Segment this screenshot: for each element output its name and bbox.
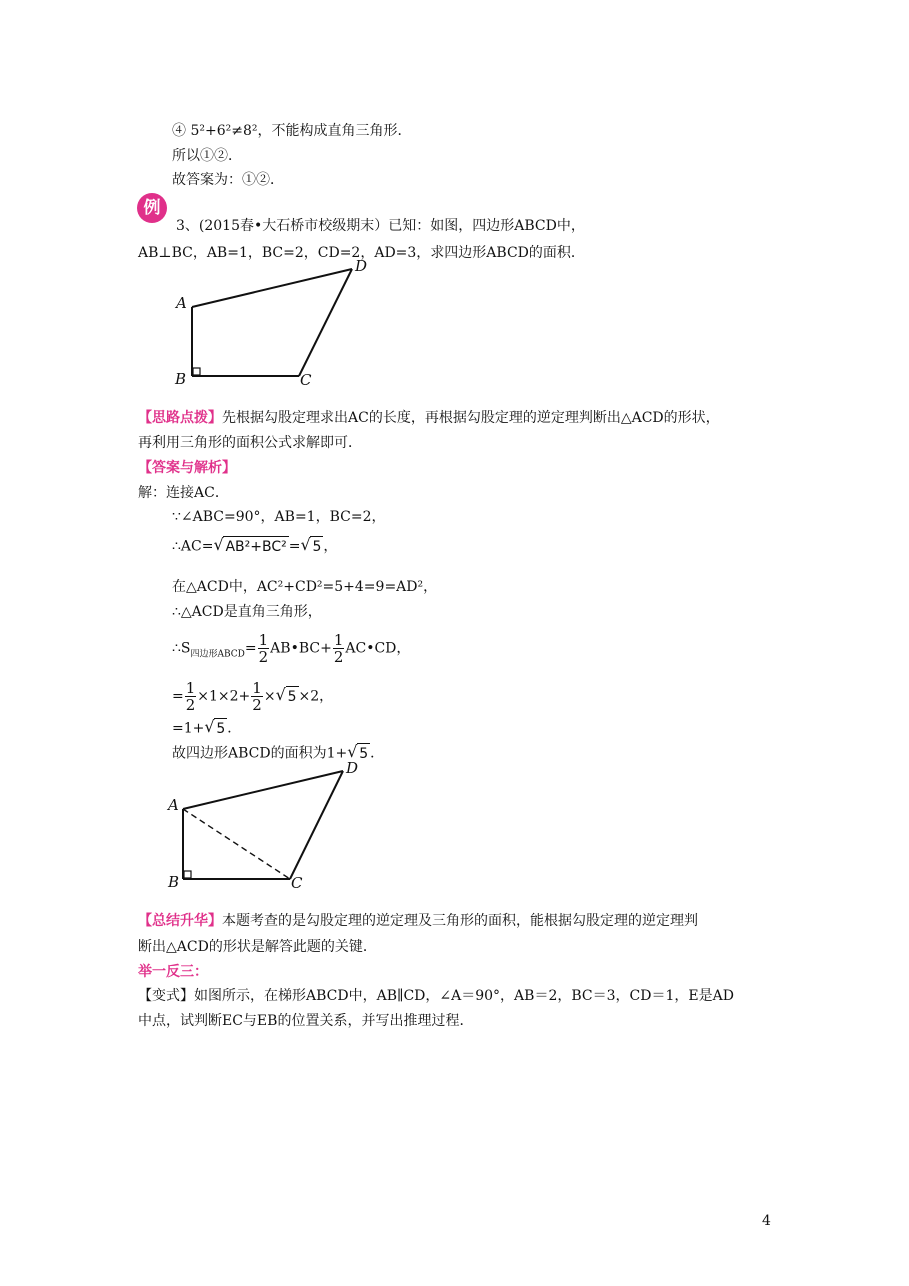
quadrilateral-figure-2: [165, 762, 375, 894]
solution-step-4: 在△ACD中，AC²+CD²=5+4=9=AD²，: [172, 579, 438, 595]
solution-step-5: ∴△ACD是直角三角形，: [172, 604, 322, 620]
sqrt-sum: √ AB²+BC²: [213, 536, 288, 557]
example-3-title: 3、(2015春•大石桥市校级期末）已知：如图，四边形ABCD中，: [176, 218, 585, 234]
page-number: 4: [762, 1213, 771, 1229]
label-C: C: [300, 371, 312, 389]
solution-final: 故四边形ABCD的面积为1+√ 5 ．: [172, 743, 384, 764]
label-B: B: [168, 873, 180, 891]
segment-CD: [299, 269, 352, 376]
sqrt-5: √ 5: [300, 536, 323, 557]
solution-step-7: = $\frac{1}{2}$ ×1×2+ $\frac{1}{2}$ ×√ 5 ×2，: [172, 680, 333, 713]
right-angle-mark: [193, 368, 200, 375]
conclusion-line: 所以①②．: [172, 148, 242, 164]
sqrt-5: √ 5: [204, 718, 227, 739]
hint-line-1: 【思路点拨】先根据勾股定理求出AC的长度，再根据勾股定理的逆定理判断出△ACD的形状，: [138, 410, 720, 426]
solution-step-2: ∵∠ABC=90°，AB=1，BC=2，: [172, 509, 386, 525]
summary-tag: 【总结升华】: [138, 913, 222, 929]
segment-CD: [290, 771, 343, 879]
hint-line-2: 再利用三角形的面积公式求解即可．: [138, 435, 362, 451]
answer-tag: 【答案与解析】: [138, 460, 236, 476]
summary-line-1: 【总结升华】本题考查的是勾股定理的逆定理及三角形的面积，能根据勾股定理的逆定理判: [138, 913, 698, 929]
segment-AD: [183, 771, 343, 809]
fraction-half: $\frac{1}{2}$: [333, 631, 344, 666]
segment-AC-dashed: [183, 809, 290, 879]
variant-line-1: 【变式】如图所示，在梯形ABCD中，AB∥CD，∠A＝90°，AB＝2，BC＝3，CD＝1，E是AD: [138, 988, 734, 1004]
fraction-half: $\frac{1}{2}$: [185, 679, 196, 714]
label-A: A: [176, 294, 187, 312]
solution-step-3: ∴AC=√ AB²+BC² =√ 5 ，: [172, 536, 337, 557]
solution-step-6: $\therefore S_{四边形ABCD}=$ $\frac{1}{2}$ AB•BC+ $\frac{1}{2}$ AC•CD，: [172, 631, 411, 666]
fraction-half: $\frac{1}{2}$: [258, 631, 269, 666]
label-D: D: [346, 762, 359, 777]
summary-line-2: 断出△ACD的形状是解答此题的关键．: [138, 939, 377, 955]
label-C: C: [291, 874, 303, 892]
label-A: A: [168, 796, 179, 814]
quadrilateral-figure-1: [170, 256, 380, 391]
example-badge: 例: [137, 193, 167, 223]
sqrt-5: √ 5: [347, 743, 370, 764]
segment-AD: [192, 269, 352, 307]
hint-tag: 【思路点拨】: [138, 410, 222, 426]
label-B: B: [175, 370, 187, 388]
right-angle-mark: [184, 871, 191, 878]
example-3-conditions: AB⊥BC，AB=1，BC=2，CD=2，AD=3，求四边形ABCD的面积．: [138, 245, 585, 261]
practice-heading: 举一反三：: [138, 964, 208, 980]
label-D: D: [355, 257, 368, 275]
sqrt-5: √ 5: [276, 686, 299, 707]
solution-step-8: =1+√ 5 ．: [172, 718, 241, 739]
fraction-half: $\frac{1}{2}$: [252, 679, 262, 714]
solution-step-1: 解：连接AC．: [138, 485, 229, 501]
statement-4: ④ 5²+6²≠8²，不能构成直角三角形．: [172, 123, 412, 139]
answer-line: 故答案为：①②．: [172, 172, 284, 188]
variant-line-2: 中点，试判断EC与EB的位置关系，并写出推理过程．: [138, 1013, 474, 1029]
